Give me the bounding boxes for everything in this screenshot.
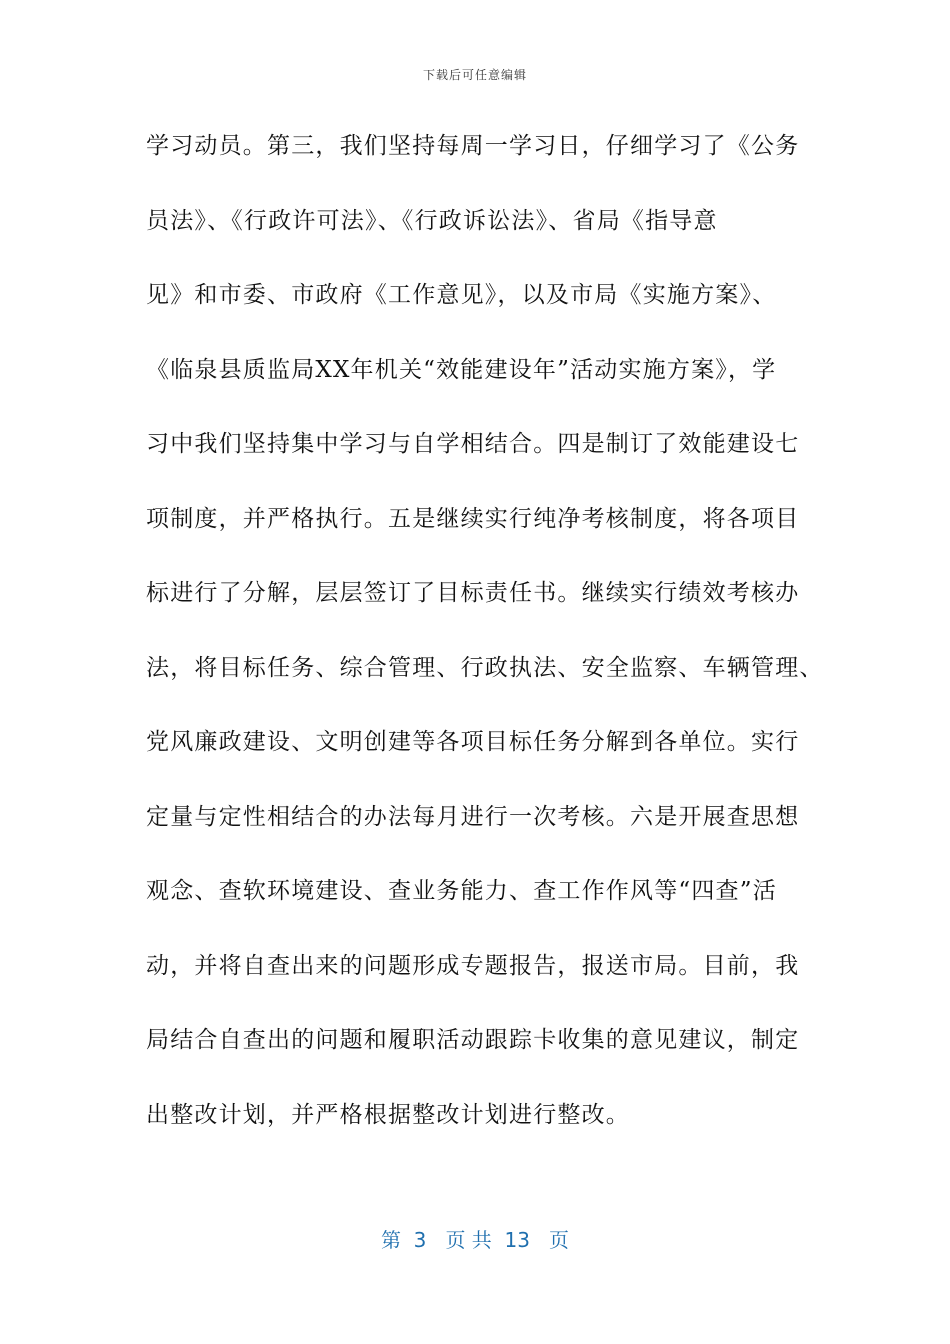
text-line: 观念、查软环境建设、查业务能力、查工作作风等“四查”活 [146, 878, 777, 904]
page-number-footer: 第 3 页 共 13 页 [380, 1228, 570, 1252]
text-line: 习中我们坚持集中学习与自学相结合。四是制订了效能建设七 [146, 431, 800, 457]
text-line: 员法》、《行政许可法》、《行政诉讼法》、省局《指导意 [146, 207, 718, 234]
document-body [146, 120, 826, 1163]
text-line: 《临泉县质监局XX年机关“效能建设年”活动实施方案》，学 [146, 356, 777, 383]
text-line: 党风廉政建设、文明创建等各项目标任务分解到各单位。实行 [146, 729, 800, 755]
text-line: 局结合自查出的问题和履职活动跟踪卡收集的意见建议，制定 [146, 1027, 800, 1053]
page-header: 下载后可任意编辑 [422, 68, 527, 82]
text-line: 出整改计划，并严格根据整改计划进行整改。 [146, 1101, 630, 1128]
text-line: 动，并将自查出来的问题形成专题报告，报送市局。目前，我 [146, 952, 800, 979]
text-line: 见》和市委、市政府《工作意见》，以及市局《实施方案》、 [146, 282, 777, 308]
text-line: 标进行了分解，层层签订了目标责任书。继续实行绩效考核办 [146, 580, 800, 606]
text-line: 学习动员。第三，我们坚持每周一学习日，仔细学习了《公务 [146, 133, 800, 159]
text-line: 法，将目标任务、综合管理、行政执法、安全监察、车辆管理、 [146, 654, 824, 681]
text-line: 定量与定性相结合的办法每月进行一次考核。六是开展查思想 [146, 803, 800, 830]
text-line: 项制度，并严格执行。五是继续实行纯净考核制度，将各项目 [146, 505, 800, 532]
